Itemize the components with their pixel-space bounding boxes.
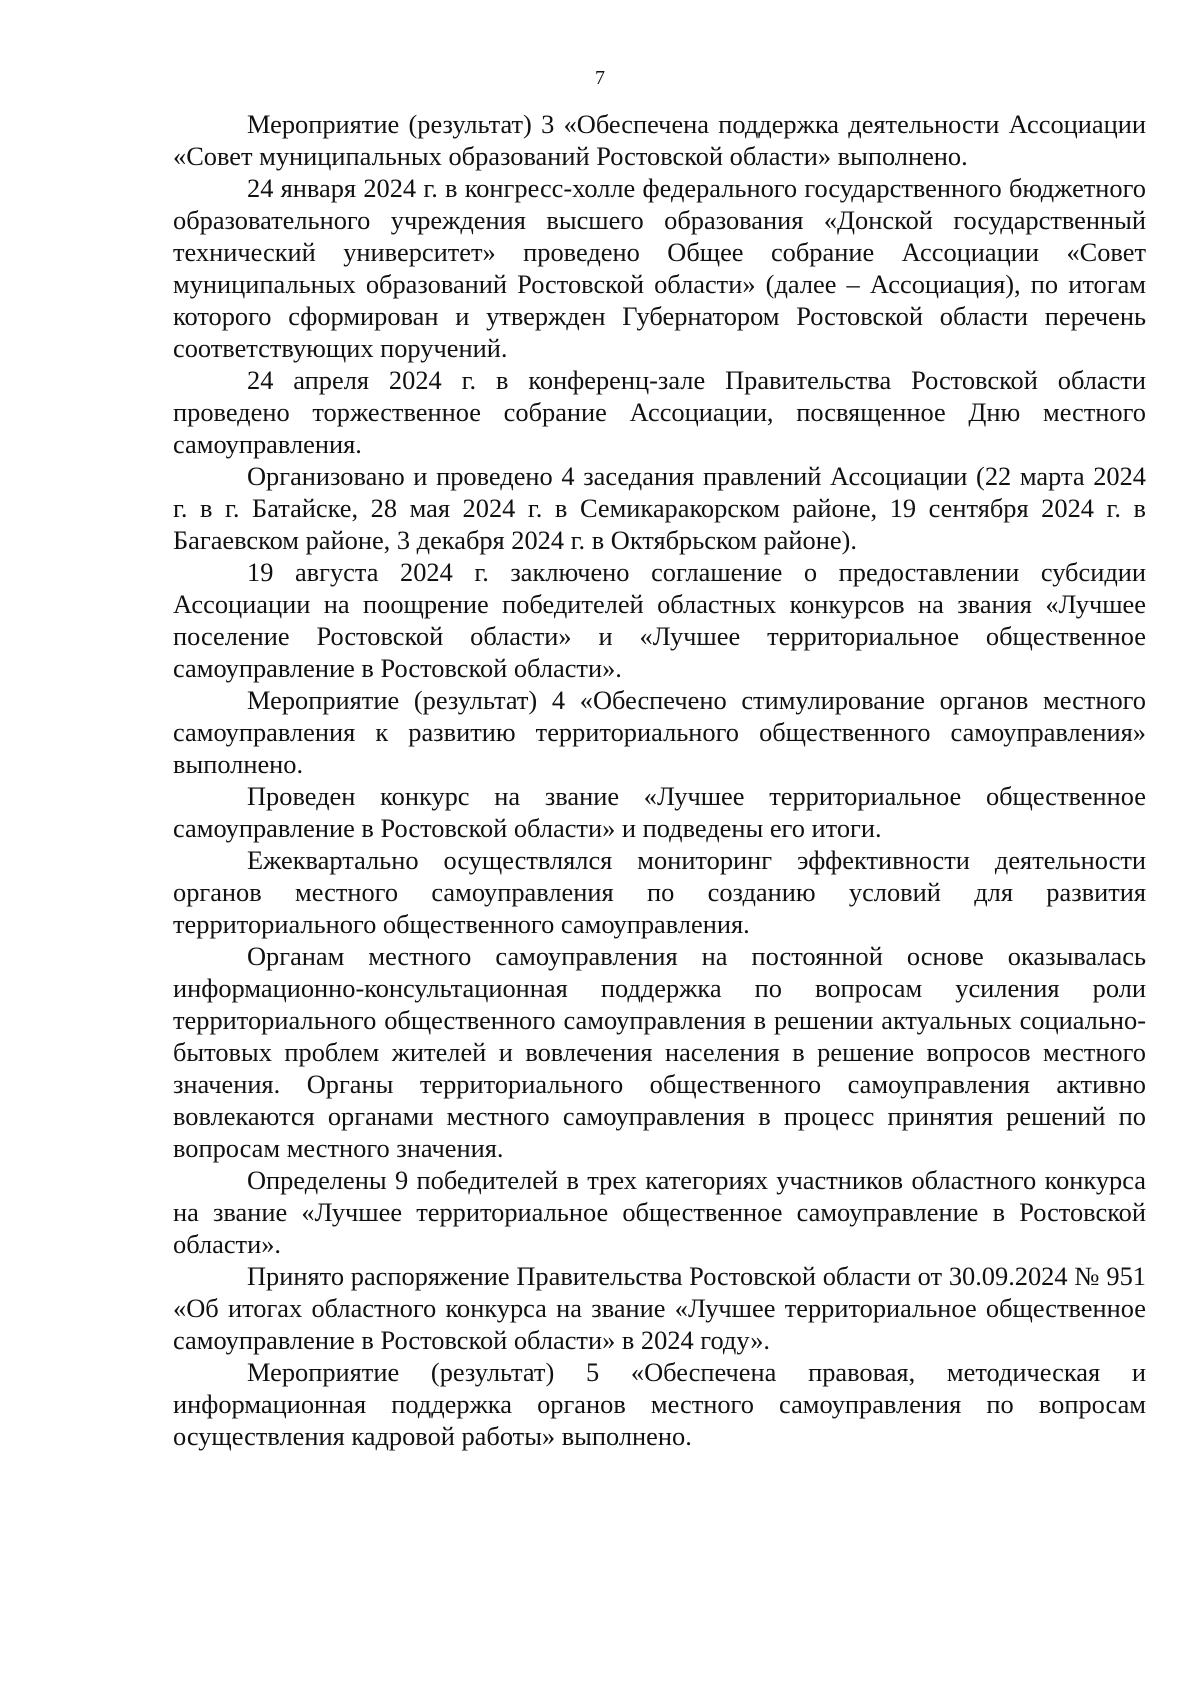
paragraph-event-5: Мероприятие (результат) 5 «Обеспечена правовая, методическая и информационная поддержка органов местного самоуправления по вопросам осуществления кадровой работы» выполнено. (173, 1357, 1146, 1451)
page-number: 7 (595, 67, 605, 89)
paragraph-contest-held: Проведен конкурс на звание «Лучшее территориальное общественное самоуправление в Ростовской области» и подведены его итоги. (173, 781, 1146, 843)
paragraph-order-adopted: Принято распоряжение Правительства Ростовской области от 30.09.2024 № 951 «Об итогах областного конкурса на звание «Лучшее территориальное общественное самоуправление в Ростовской области» в 2024 году». (173, 1261, 1146, 1355)
paragraph-winners: Определены 9 победителей в трех категориях участников областного конкурса на звание «Лучшее территориальное общественное самоуправление в Ростовской области». (173, 1165, 1146, 1259)
paragraph-solemn-meeting: 24 апреля 2024 г. в конференц-зале Правительства Ростовской области проведено торжественное собрание Ассоциации, посвященное Дню местного самоуправления. (173, 365, 1146, 459)
paragraph-general-meeting: 24 января 2024 г. в конгресс-холле федерального государственного бюджетного образовательного учреждения высшего образования «Донской государственный технический университет» проведено Общее собрание Ассоциации «Совет муниципальных образований Ростовской области» (далее – Ассоциация), по итогам которого сформирован и утвержден Губернатором Ростовской области перечень соответствующих поручений. (173, 173, 1146, 363)
paragraph-event-3: Мероприятие (результат) 3 «Обеспечена поддержка деятельности Ассоциации «Совет муниципальных образований Ростовской области» выполнено. (173, 109, 1146, 171)
paragraph-board-meetings: Организовано и проведено 4 заседания правлений Ассоциации (22 марта 2024 г. в г. Батайске, 28 мая 2024 г. в Семикаракорском районе, 19 сентября 2024 г. в Багаевском районе, 3 декабря 2024 г. в Октябрьском районе). (173, 461, 1146, 555)
paragraph-event-4: Мероприятие (результат) 4 «Обеспечено стимулирование органов местного самоуправления к развитию территориального общественного самоуправления» выполнено. (173, 685, 1146, 779)
paragraph-consulting-support: Органам местного самоуправления на постоянной основе оказывалась информационно-консультационная поддержка по вопросам усиления роли территориального общественного самоуправления в решении актуальных социально-бытовых проблем жителей и вовлечения населения в решение вопросов местного значения. Органы территориального общественного самоуправления активно вовлекаются органами местного самоуправления в процесс принятия решений по вопросам местного значения. (173, 941, 1146, 1163)
paragraph-subsidy-agreement: 19 августа 2024 г. заключено соглашение о предоставлении субсидии Ассоциации на поощрение победителей областных конкурсов на звания «Лучшее поселение Ростовской области» и «Лучшее территориальное общественное самоуправление в Ростовской области». (173, 557, 1146, 683)
paragraph-quarterly-monitoring: Ежеквартально осуществлялся мониторинг эффективности деятельности органов местного самоуправления по созданию условий для развития территориального общественного самоуправления. (173, 845, 1146, 939)
document-body (173, 108, 1146, 1452)
